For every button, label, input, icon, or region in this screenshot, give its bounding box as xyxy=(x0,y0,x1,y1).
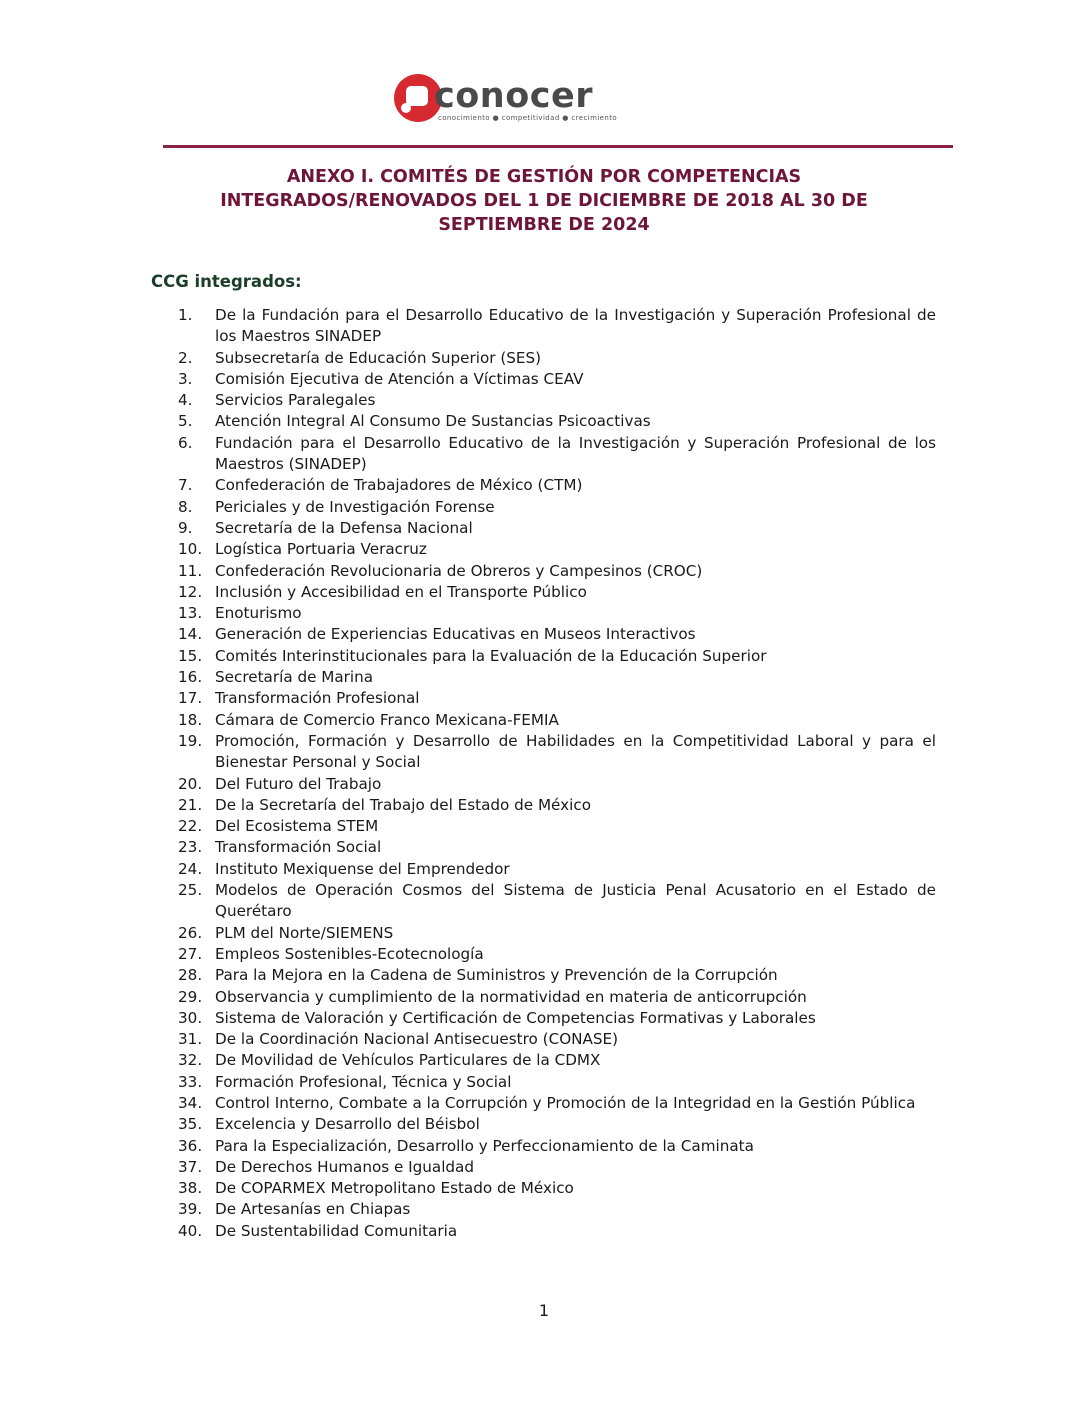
list-item-text: De COPARMEX Metropolitano Estado de México xyxy=(215,1179,574,1198)
list-item-number: 16. xyxy=(178,668,203,687)
list-item-number: 39. xyxy=(178,1200,203,1219)
list-item-number: 12. xyxy=(178,582,203,601)
list-item-text: Transformación Social xyxy=(215,838,382,857)
list-item-number: 15. xyxy=(178,646,203,665)
list-item-number: 9. xyxy=(178,518,193,537)
list-item-number: 33. xyxy=(178,1072,203,1091)
list-item-number: 23. xyxy=(178,838,203,857)
list-item-text: Control Interno, Combate a la Corrupción y Promoción de la Integridad en la Gestión Pública xyxy=(215,1093,916,1112)
logo-wordmark: conocer xyxy=(434,76,594,116)
list-item-number: 2. xyxy=(178,348,193,367)
list-item-number: 37. xyxy=(178,1157,203,1176)
list-item-number: 24. xyxy=(178,859,203,878)
list-item-number: 19. xyxy=(178,731,203,750)
list-item xyxy=(150,1136,940,1157)
list-item-text: Enoturismo xyxy=(215,604,302,623)
list-item-number: 26. xyxy=(178,923,203,942)
list-item-text: Comisión Ejecutiva de Atención a Víctimas CEAV xyxy=(215,369,584,388)
list-item-text: PLM del Norte/SIEMENS xyxy=(215,923,394,942)
list-item-number: 18. xyxy=(178,710,203,729)
list-item-number: 10. xyxy=(178,540,203,559)
list-item xyxy=(150,433,940,476)
list-item-text: Confederación Revolucionaria de Obreros y Campesinos (CROC) xyxy=(215,561,703,580)
list-item-number: 28. xyxy=(178,966,203,985)
list-item-text: De la Secretaría del Trabajo del Estado de México xyxy=(215,795,591,814)
list-item-text: Secretaría de la Defensa Nacional xyxy=(215,518,473,537)
list-item-number: 8. xyxy=(178,497,193,516)
list-item-number: 21. xyxy=(178,795,203,814)
list-item-number: 4. xyxy=(178,391,193,410)
list-item-number: 5. xyxy=(178,412,193,431)
list-item-number: 7. xyxy=(178,476,193,495)
list-item-number: 14. xyxy=(178,625,203,644)
list-item xyxy=(150,965,940,986)
list-item-text: De la Coordinación Nacional Antisecuestro (CONASE) xyxy=(215,1030,619,1049)
list-item-text: De la Fundación para el Desarrollo Educativo de la Investigación y Superación Profesional de los Maestros SINADEP xyxy=(215,306,936,346)
list-item xyxy=(150,1178,940,1199)
list-item-text: Promoción, Formación y Desarrollo de Habilidades en la Competitividad Laboral y para el Bienestar Personal y Social xyxy=(215,731,936,772)
list-item-text: Observancia y cumplimiento de la normatividad en materia de anticorrupción xyxy=(215,987,807,1006)
list-item-text: De Movilidad de Vehículos Particulares de la CDMX xyxy=(215,1051,601,1070)
logo-tagline: conocimiento ● competitividad ● crecimiento xyxy=(438,114,618,122)
list-item-text: Empleos Sostenibles-Ecotecnología xyxy=(215,944,484,963)
list-item-number: 11. xyxy=(178,561,203,580)
list-item-text: Generación de Experiencias Educativas en Museos Interactivos xyxy=(215,625,696,644)
list-item-number: 38. xyxy=(178,1179,203,1198)
header-divider xyxy=(163,145,953,148)
list-item-text: De Derechos Humanos e Igualdad xyxy=(215,1157,475,1176)
list-item-text: Instituto Mexiquense del Emprendedor xyxy=(215,859,510,878)
list-item-text: Excelencia y Desarrollo del Béisbol xyxy=(215,1115,480,1134)
list-item-text: Fundación para el Desarrollo Educativo de la Investigación y Superación Profesional de los Maestros (SINADEP) xyxy=(215,433,936,474)
list-item xyxy=(150,1050,940,1071)
list-item-number: 20. xyxy=(178,774,203,793)
list-item-number: 25. xyxy=(178,881,203,900)
list-item-text: Comités Interinstitucionales para la Evaluación de la Educación Superior xyxy=(215,646,767,665)
list-item xyxy=(150,1093,940,1114)
list-item-text: Subsecretaría de Educación Superior (SES) xyxy=(215,348,542,367)
list-item xyxy=(150,1114,940,1135)
list-item xyxy=(150,1029,940,1050)
list-item-text: Del Futuro del Trabajo xyxy=(215,774,382,793)
list-item-number: 34. xyxy=(178,1093,203,1112)
section-heading: CCG integrados: xyxy=(151,272,302,291)
list-item-number: 32. xyxy=(178,1051,203,1070)
list-item xyxy=(150,859,940,880)
list-item xyxy=(150,987,940,1008)
list-item xyxy=(150,1072,940,1093)
list-item xyxy=(150,518,940,539)
list-item-text: Formación Profesional, Técnica y Social xyxy=(215,1072,512,1091)
list-item-number: 35. xyxy=(178,1115,203,1134)
list-item-text: Periciales y de Investigación Forense xyxy=(215,497,495,516)
list-item xyxy=(150,646,940,667)
document-title xyxy=(160,165,928,237)
list-item xyxy=(150,390,940,411)
list-item-text: Cámara de Comercio Franco Mexicana-FEMIA xyxy=(215,710,559,729)
list-item xyxy=(150,582,940,603)
list-item xyxy=(150,880,940,923)
list-item-number: 31. xyxy=(178,1030,203,1049)
list-item-text: Confederación de Trabajadores de México (CTM) xyxy=(215,476,583,495)
list-item-number: 30. xyxy=(178,1008,203,1027)
list-item-text: Logística Portuaria Veracruz xyxy=(215,540,427,559)
list-item xyxy=(150,369,940,390)
list-item-text: Inclusión y Accesibilidad en el Transporte Público xyxy=(215,582,587,601)
list-item-number: 13. xyxy=(178,604,203,623)
title-line-3: SEPTIEMBRE DE 2024 xyxy=(438,215,650,235)
list-item-text: Para la Mejora en la Cadena de Suministros y Prevención de la Corrupción xyxy=(215,966,778,985)
list-item xyxy=(150,603,940,624)
conocer-logo xyxy=(394,74,664,130)
list-item-text: Transformación Profesional xyxy=(215,689,420,708)
list-item-text: Para la Especialización, Desarrollo y Perfeccionamiento de la Caminata xyxy=(215,1136,754,1155)
list-item-number: 1. xyxy=(178,306,193,324)
list-item-text: De Artesanías en Chiapas xyxy=(215,1200,411,1219)
list-item xyxy=(150,348,940,369)
list-item-text: Secretaría de Marina xyxy=(215,668,374,687)
ccg-list xyxy=(150,305,940,1242)
list-item-text: De Sustentabilidad Comunitaria xyxy=(215,1221,458,1240)
list-item xyxy=(150,731,940,774)
list-item xyxy=(150,305,940,348)
list-item xyxy=(150,1157,940,1178)
list-item xyxy=(150,497,940,518)
list-item xyxy=(150,710,940,731)
list-item xyxy=(150,1199,940,1220)
list-item-number: 29. xyxy=(178,987,203,1006)
list-item xyxy=(150,837,940,858)
list-item xyxy=(150,795,940,816)
list-item xyxy=(150,539,940,560)
list-item xyxy=(150,561,940,582)
list-item-text: Del Ecosistema STEM xyxy=(215,817,379,836)
list-item-number: 40. xyxy=(178,1221,203,1240)
list-item-number: 3. xyxy=(178,369,193,388)
list-item-text: Atención Integral Al Consumo De Sustancias Psicoactivas xyxy=(215,412,651,431)
list-item xyxy=(150,475,940,496)
list-item xyxy=(150,944,940,965)
title-line-1: ANEXO I. COMITÉS DE GESTIÓN POR COMPETENCIAS xyxy=(286,167,802,187)
list-item xyxy=(150,1221,940,1242)
list-item xyxy=(150,688,940,709)
list-item xyxy=(150,774,940,795)
list-item xyxy=(150,1008,940,1029)
list-item xyxy=(150,816,940,837)
page-number: 1 xyxy=(538,1301,550,1320)
list-item-number: 36. xyxy=(178,1136,203,1155)
list-item-number: 22. xyxy=(178,817,203,836)
list-item-number: 6. xyxy=(178,433,193,452)
list-item-text: Sistema de Valoración y Certificación de Competencias Formativas y Laborales xyxy=(215,1008,816,1027)
list-item-number: 17. xyxy=(178,689,203,708)
list-item-text: Servicios Paralegales xyxy=(215,391,376,410)
list-item-text: Modelos de Operación Cosmos del Sistema de Justicia Penal Acusatorio en el Estado de Querétaro xyxy=(215,881,936,921)
list-item xyxy=(150,667,940,688)
list-item-number: 27. xyxy=(178,944,203,963)
list-item xyxy=(150,923,940,944)
list-item xyxy=(150,411,940,432)
title-line-2: INTEGRADOS/RENOVADOS DEL 1 DE DICIEMBRE DE 2018 AL 30 DE xyxy=(220,191,868,211)
list-item xyxy=(150,624,940,645)
